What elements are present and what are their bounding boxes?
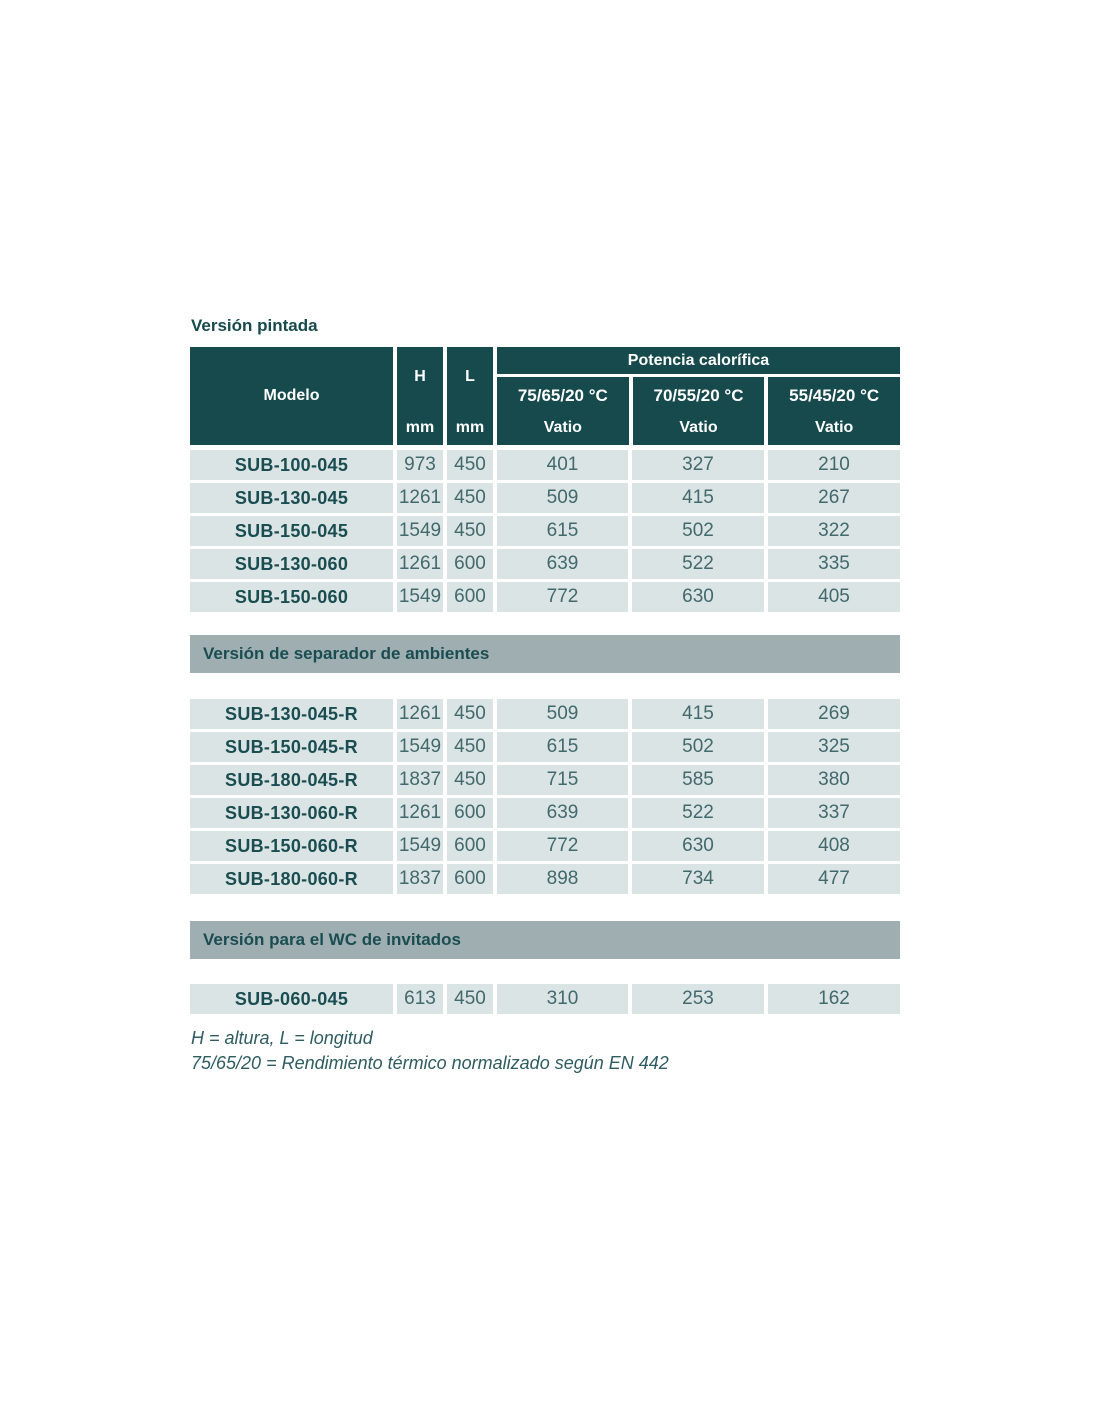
table-row — [190, 450, 900, 480]
page-title: Versión pintada — [191, 316, 318, 335]
value-cell: 600 — [447, 831, 493, 861]
header-l-label: L — [465, 368, 475, 385]
header-temp-col-2 — [633, 377, 765, 445]
value-cell: 509 — [497, 483, 628, 513]
vatio-label-1: Vatio — [543, 419, 582, 436]
model-cell: SUB-150-060-R — [190, 831, 393, 861]
value-cell: 337 — [768, 798, 900, 828]
table-row — [190, 699, 900, 729]
value-cell: 715 — [497, 765, 628, 795]
value-cell: 450 — [447, 984, 493, 1014]
value-cell: 450 — [447, 699, 493, 729]
value-cell: 335 — [768, 549, 900, 579]
value-cell: 613 — [397, 984, 443, 1014]
table-row — [190, 732, 900, 762]
temp-label-3: 55/45/20 °C — [789, 386, 880, 405]
table-row — [190, 984, 900, 1014]
table-painted-version — [190, 450, 900, 612]
value-cell: 639 — [497, 798, 628, 828]
value-cell: 325 — [768, 732, 900, 762]
value-cell: 1549 — [397, 732, 443, 762]
table-room-divider-version — [190, 699, 900, 894]
value-cell: 322 — [768, 516, 900, 546]
header-potencia-group — [497, 347, 900, 445]
value-cell: 1261 — [397, 798, 443, 828]
value-cell: 253 — [632, 984, 764, 1014]
value-cell: 1837 — [397, 765, 443, 795]
value-cell: 502 — [632, 732, 764, 762]
value-cell: 1261 — [397, 483, 443, 513]
header-temp-col-3 — [768, 377, 900, 445]
model-cell: SUB-100-045 — [190, 450, 393, 480]
value-cell: 450 — [447, 483, 493, 513]
value-cell: 639 — [497, 549, 628, 579]
header-potencia-title: Potencia calorífica — [497, 347, 900, 377]
table-row — [190, 765, 900, 795]
value-cell: 600 — [447, 582, 493, 612]
model-cell: SUB-180-060-R — [190, 864, 393, 894]
value-cell: 1261 — [397, 549, 443, 579]
value-cell: 973 — [397, 450, 443, 480]
value-cell: 734 — [632, 864, 764, 894]
value-cell: 630 — [632, 831, 764, 861]
model-cell: SUB-130-045-R — [190, 699, 393, 729]
value-cell: 162 — [768, 984, 900, 1014]
value-cell: 310 — [497, 984, 628, 1014]
header-temp-col-1 — [497, 377, 629, 445]
vatio-label-2: Vatio — [679, 419, 718, 436]
header-h-unit: mm — [405, 419, 435, 436]
section-band-guest-wc: Versión para el WC de invitados — [190, 921, 900, 959]
table-row — [190, 516, 900, 546]
model-cell: SUB-150-045-R — [190, 732, 393, 762]
section-band-room-divider: Versión de separador de ambientes — [190, 635, 900, 673]
value-cell: 898 — [497, 864, 628, 894]
value-cell: 408 — [768, 831, 900, 861]
table-header — [190, 347, 900, 445]
value-cell: 405 — [768, 582, 900, 612]
table-row — [190, 549, 900, 579]
value-cell: 600 — [447, 549, 493, 579]
value-cell: 502 — [632, 516, 764, 546]
value-cell: 450 — [447, 732, 493, 762]
table-guest-wc-version — [190, 984, 900, 1014]
model-cell: SUB-130-060-R — [190, 798, 393, 828]
header-h-column — [397, 347, 443, 445]
temp-label-2: 70/55/20 °C — [653, 386, 744, 405]
value-cell: 450 — [447, 450, 493, 480]
model-cell: SUB-130-045 — [190, 483, 393, 513]
value-cell: 1837 — [397, 864, 443, 894]
model-cell: SUB-180-045-R — [190, 765, 393, 795]
value-cell: 269 — [768, 699, 900, 729]
table-row — [190, 483, 900, 513]
table-row — [190, 864, 900, 894]
model-cell: SUB-150-060 — [190, 582, 393, 612]
value-cell: 522 — [632, 798, 764, 828]
model-cell: SUB-150-045 — [190, 516, 393, 546]
value-cell: 1549 — [397, 582, 443, 612]
value-cell: 477 — [768, 864, 900, 894]
value-cell: 1549 — [397, 831, 443, 861]
value-cell: 509 — [497, 699, 628, 729]
table-row — [190, 582, 900, 612]
value-cell: 415 — [632, 699, 764, 729]
value-cell: 615 — [497, 516, 628, 546]
value-cell: 585 — [632, 765, 764, 795]
value-cell: 401 — [497, 450, 628, 480]
value-cell: 615 — [497, 732, 628, 762]
temp-label-1: 75/65/20 °C — [517, 386, 608, 405]
header-h-label: H — [414, 368, 426, 385]
value-cell: 1549 — [397, 516, 443, 546]
value-cell: 267 — [768, 483, 900, 513]
vatio-label-3: Vatio — [815, 419, 854, 436]
header-temp-columns — [497, 377, 900, 445]
value-cell: 415 — [632, 483, 764, 513]
value-cell: 600 — [447, 798, 493, 828]
value-cell: 600 — [447, 864, 493, 894]
model-cell: SUB-130-060 — [190, 549, 393, 579]
datasheet-page — [190, 316, 900, 1076]
footnotes — [191, 1026, 900, 1076]
header-modelo: Modelo — [190, 347, 393, 445]
value-cell: 210 — [768, 450, 900, 480]
value-cell: 522 — [632, 549, 764, 579]
model-cell: SUB-060-045 — [190, 984, 393, 1014]
value-cell: 380 — [768, 765, 900, 795]
value-cell: 450 — [447, 765, 493, 795]
table-row — [190, 798, 900, 828]
footnote-legend: H = altura, L = longitud — [191, 1028, 373, 1048]
value-cell: 450 — [447, 516, 493, 546]
header-l-column — [447, 347, 493, 445]
value-cell: 772 — [497, 831, 628, 861]
header-l-unit: mm — [455, 419, 485, 436]
value-cell: 327 — [632, 450, 764, 480]
footnote-standard: 75/65/20 = Rendimiento térmico normalizado según EN 442 — [191, 1053, 669, 1073]
table-row — [190, 831, 900, 861]
value-cell: 630 — [632, 582, 764, 612]
value-cell: 772 — [497, 582, 628, 612]
value-cell: 1261 — [397, 699, 443, 729]
